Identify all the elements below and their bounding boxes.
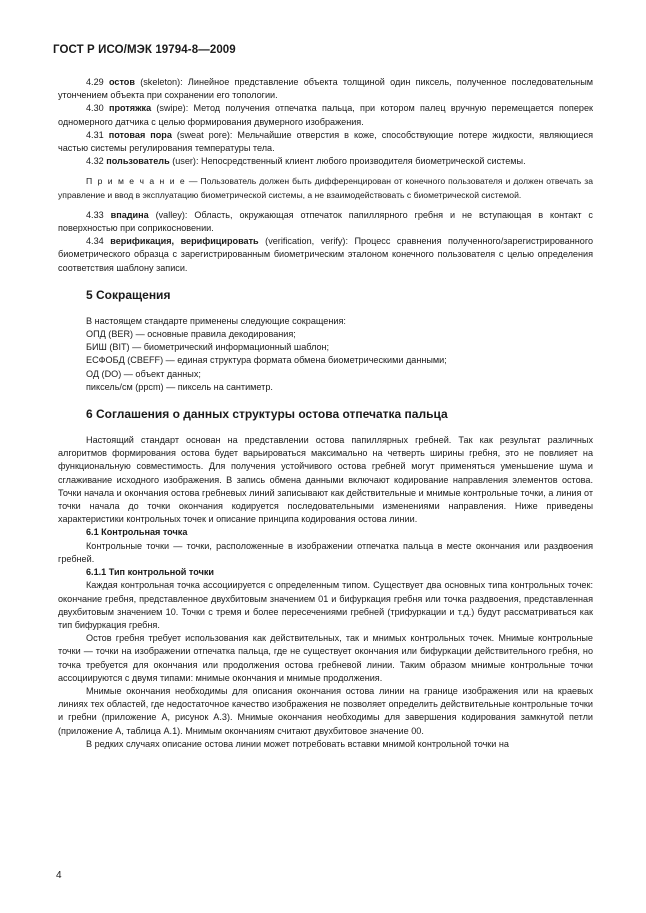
subsection-6-1-1-title: 6.1.1 Тип контрольной точки [86, 567, 215, 578]
paragraph: Каждая контрольная точка ассоциируется с определенным типом. Существует два основных типа контрольных точек: окончание гребня, представленное двухбитовым значением 01 и бифуркация гребня или точка раздвоения, представленная двухбитовым значением 10. Точки с тремя и более пересечениями гребней (трифуркации и т.д.) будут рассматриваться как тип бифуркация гребня. [58, 580, 593, 630]
paragraph: Настоящий стандарт основан на представлении остова папиллярных гребней. Так как результат различных алгоритмов формирования остова будет варьироваться максимально на четверть ширины гребня, это не повлияет на функциональную совместимость. Для получения устойчивого остова гребней могут применяться уменьшение шума и сглаживание исходного изображения. В запись обмена данными включают кодирование направления элементов остова. Точки начала и окончания остова гребневых линий записывают как действительные и мнимые контрольные точки, а линия от точки начала до точки окончания кодируется последовательными изменениями направления. Ниже приведены характеристики контрольных точек и описание принципа кодирования остова линии. [58, 435, 593, 525]
note: П р и м е ч а н и е — Пользователь должен быть дифференцирован от конечного пользователя и должен отвечать за управление и ввод в эксплуатацию биометрической системы, а не взаимодействовать с биометрической системой. [58, 176, 593, 200]
paragraph: Контрольные точки — точки, расположенные в изображении отпечатка пальца в месте окончания или раздвоения гребней. [58, 540, 593, 564]
paragraph: Остов гребня требует использования как действительных, так и мнимых контрольных точек. Мнимые контрольные точки — точки на изображении отпечатка пальца, где не существует окончания или бифуркации действительного гребня, но точка требуется для окончания или продолжения остова гребневой линии. Таким образом мнимые контрольные точки ассоциируются с двумя типами: мнимые окончания и мнимые продолжения. [58, 633, 593, 683]
definition-4-32: 4.32 пользователь (user): Непосредственный клиент любого производителя биометрической системы. [86, 156, 526, 167]
section-6-title: 6 Соглашения о данных структуры остова отпечатка пальца [86, 407, 448, 422]
definition-4-33: 4.33 впадина (valley): Область, окружающая отпечаток папиллярного гребня и не вступающая в контакт с поверхностью при соприкосновении. [58, 209, 593, 234]
paragraph: В редких случаях описание остова линии может потребовать вставки мнимой контрольной точки на [86, 738, 509, 749]
document-body [58, 76, 593, 751]
list-item: ОД (DO) — объект данных; [86, 368, 201, 379]
definition-4-31: 4.31 потовая пора (sweat pore): Мельчайшие отверстия в коже, способствующие потере жидкости, являющиеся частью системы регулирования температуры тела. [58, 129, 593, 154]
list-item: БИШ (BIT) — биометрический информационный шаблон; [86, 342, 330, 353]
abbreviations-intro: В настоящем стандарте применены следующие сокращения: [86, 315, 346, 326]
page-number: 4 [56, 870, 62, 881]
list-item: ЕСФОБД (CBEFF) — единая структура формата обмена биометрическими данными; [86, 355, 447, 366]
definition-4-29: 4.29 остов (skeleton): Линейное представление объекта толщиной один пиксель, полученное последовательным утончением объекта при сохранении его топологии. [58, 77, 593, 101]
document-header: ГОСТ Р ИСО/МЭК 19794-8—2009 [53, 44, 236, 56]
paragraph: Мнимые окончания необходимы для описания окончания остова линии на границе изображения или на краевых линиях тех областей, где недостаточное качество изображения не позволяет определить действительные контрольные точки и гребни (приложение А, рисунок А.3). Мнимые окончания необходимы для завершения кодирования замкнутой петли (приложение А, таблица А.1). Мнимым окончаниям считают двухбитовое значение 00. [58, 685, 593, 736]
section-5-title: 5 Сокращения [86, 287, 171, 302]
definition-4-30: 4.30 протяжка (swipe): Метод получения отпечатка пальца, при котором палец вручную перемещается поперек одномерного датчика с целью формирования двумерного изображения. [58, 103, 593, 127]
abbreviations-list [58, 315, 593, 394]
list-item: пиксель/см (ppcm) — пиксель на сантиметр. [86, 381, 273, 392]
definition-4-34: 4.34 верификация, верифицировать (verification, verify): Процесс сравнения полученного/зарегистрированного биометрического образца с зарегистрированным биометрическим эталоном конечного пользователя с целью определения соответствия шаблону записи. [58, 236, 593, 273]
subsection-6-1-title: 6.1 Контрольная точка [86, 527, 188, 538]
list-item: ОПД (BER) — основные правила декодирования; [86, 329, 296, 340]
